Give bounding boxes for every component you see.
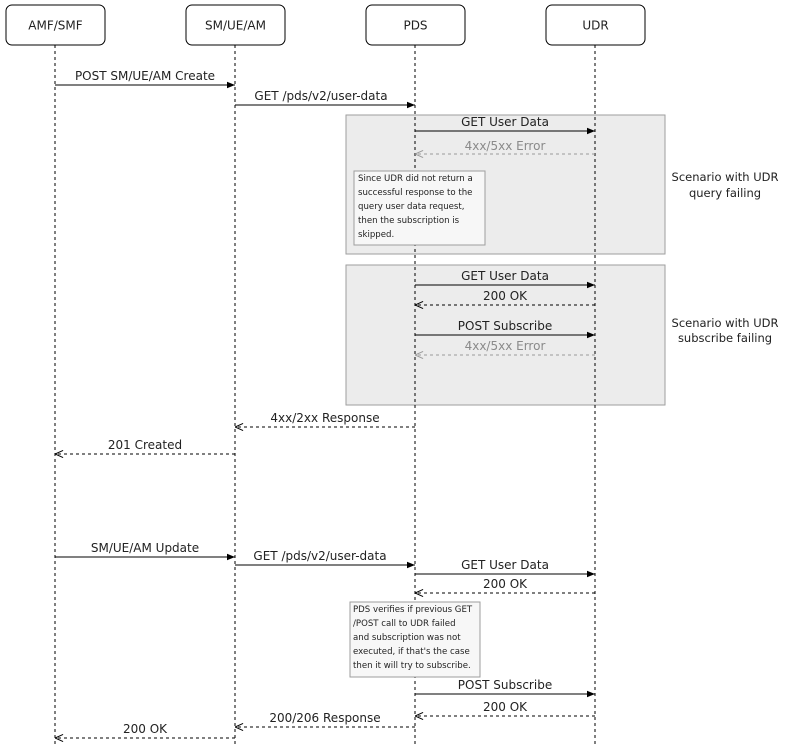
message-update xyxy=(55,541,235,557)
message-udr-200-ok-3 xyxy=(415,700,595,716)
message-label: 4xx/5xx Error xyxy=(464,139,546,153)
message-label: GET User Data xyxy=(461,558,549,572)
actor-amf-label: AMF/SMF xyxy=(28,18,83,33)
message-response-4xx-2xx xyxy=(235,411,415,427)
actor-pds xyxy=(366,5,465,45)
message-label: 201 Created xyxy=(107,438,183,452)
message-label: GET User Data xyxy=(461,115,549,129)
actor-pds-label: PDS xyxy=(403,18,428,33)
message-response-200-206 xyxy=(235,711,415,727)
note-line: then it will try to subscribe. xyxy=(353,661,471,671)
note-line: query user data request, xyxy=(358,202,465,212)
message-label: 4xx/5xx Error xyxy=(464,339,546,353)
scenario-label-line: Scenario with UDR xyxy=(671,170,779,184)
message-label: GET /pds/v2/user-data xyxy=(253,549,387,563)
message-get-user-data-2 xyxy=(235,549,415,565)
message-get-user-data-1 xyxy=(235,89,415,105)
message-label: 200 OK xyxy=(482,700,528,714)
message-label: POST SM/UE/AM Create xyxy=(74,69,216,83)
actor-smueam xyxy=(186,5,285,45)
note-line: /POST call to UDR failed xyxy=(353,619,456,629)
message-label: 4xx/2xx Response xyxy=(270,411,380,425)
actor-udr-label: UDR xyxy=(582,18,609,33)
note-line: PDS verifies if previous GET xyxy=(353,605,473,615)
note-line: Since UDR did not return a xyxy=(358,174,473,184)
message-udr-post-subscribe-2 xyxy=(415,678,595,694)
scenario-label-query-failing xyxy=(672,170,779,200)
message-label: GET /pds/v2/user-data xyxy=(254,89,388,103)
message-label: 200 OK xyxy=(482,577,528,591)
actor-smueam-label: SM/UE/AM xyxy=(205,18,266,33)
scenario-label-subscribe-failing xyxy=(672,316,779,345)
note-line: successful response to the xyxy=(358,188,473,198)
scenario-label-line: subscribe failing xyxy=(677,331,773,345)
message-label: 200 OK xyxy=(482,289,528,303)
note-line: skipped. xyxy=(358,230,395,240)
message-post-create xyxy=(55,69,235,85)
message-label: GET User Data xyxy=(461,269,549,283)
actor-amf xyxy=(6,5,105,45)
message-label: SM/UE/AM Update xyxy=(90,541,200,555)
note-line: then the subscription is xyxy=(358,216,460,226)
actor-udr xyxy=(546,5,645,45)
message-200-ok-final xyxy=(55,722,235,738)
message-label: POST Subscribe xyxy=(457,678,553,692)
note-retry-subscribe xyxy=(350,602,480,677)
message-udr-get-user-data-3 xyxy=(415,558,595,574)
note-skip-subscription xyxy=(354,171,485,245)
message-201-created xyxy=(55,438,235,454)
message-label: 200/206 Response xyxy=(269,711,381,725)
message-label: POST Subscribe xyxy=(457,319,553,333)
note-line: executed, if that's the case xyxy=(353,647,470,657)
scenario-label-line: Scenario with UDR xyxy=(671,316,779,330)
message-udr-200-ok-2 xyxy=(415,577,595,593)
note-line: and subscription was not xyxy=(353,633,461,643)
message-label: 200 OK xyxy=(122,722,168,736)
scenario-label-line: query failing xyxy=(688,186,762,200)
